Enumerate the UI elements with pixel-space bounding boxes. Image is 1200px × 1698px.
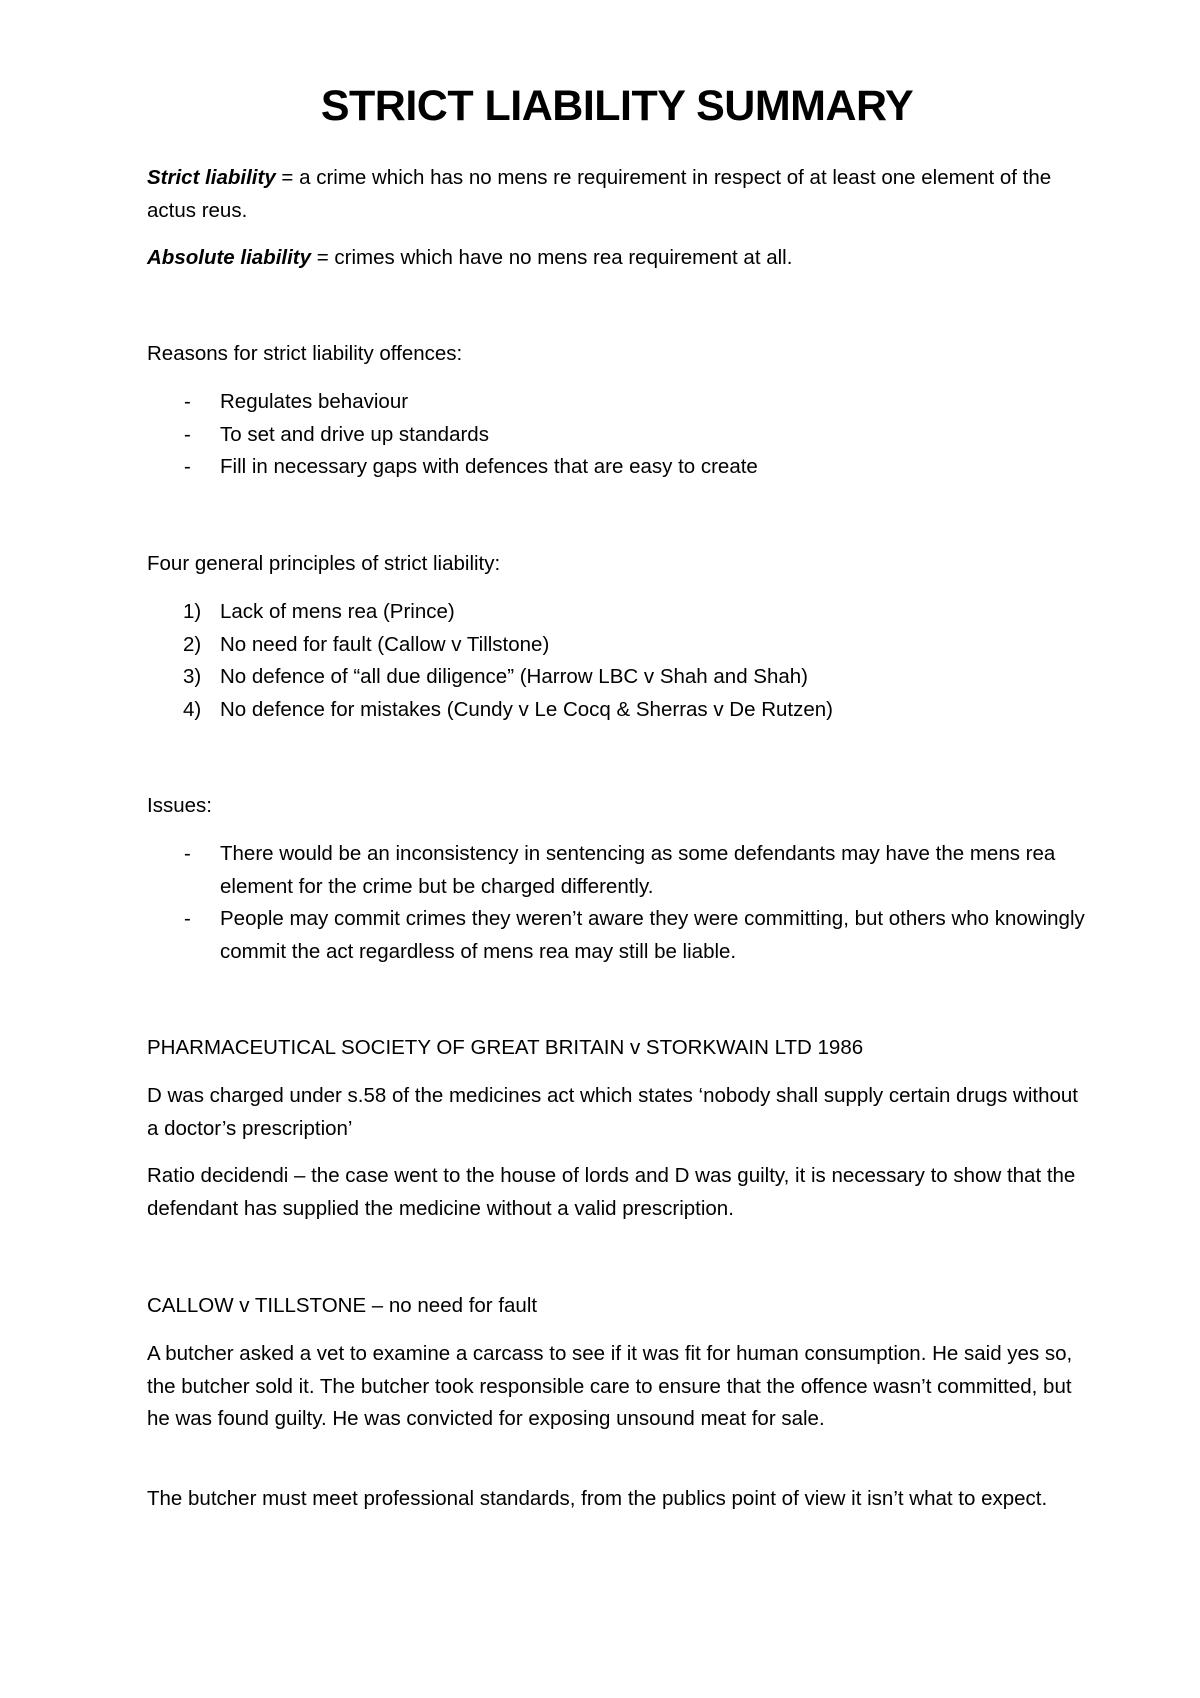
case2-paragraph-1: A butcher asked a vet to examine a carcass to see if it was fit for human consumption. He said yes so, the butcher sold it. The butcher took responsible care to ensure that the offence wasn’t committed, but he was found guilty. He was convicted for exposing unsound meat for sale.	[147, 1342, 1073, 1430]
principles-list	[147, 596, 1087, 726]
issues-heading: Issues:	[147, 794, 212, 817]
list-item	[147, 694, 1087, 727]
list-item	[147, 386, 1087, 419]
dash-marker: -	[184, 842, 191, 865]
case2-heading: CALLOW v TILLSTONE – no need for fault	[147, 1294, 538, 1317]
list-item-text: Lack of mens rea (Prince)	[220, 600, 455, 623]
absolute-liability-term: Absolute liability	[147, 246, 312, 269]
dash-marker: -	[184, 455, 191, 478]
number-marker: 2)	[183, 632, 202, 656]
list-item	[147, 596, 1087, 629]
list-item	[147, 419, 1087, 452]
number-marker: 1)	[183, 600, 202, 623]
list-item-text: Regulates behaviour	[220, 390, 409, 413]
reasons-heading: Reasons for strict liability offences:	[147, 342, 463, 365]
principles-heading: Four general principles of strict liability:	[147, 552, 501, 575]
list-item	[147, 903, 1087, 968]
list-item-text: There would be an inconsistency in sentencing as some defendants may have the mens rea element for the crime but be charged differently.	[220, 842, 1056, 898]
list-item-text: Fill in necessary gaps with defences that are easy to create	[220, 455, 758, 478]
dash-marker: -	[184, 422, 191, 446]
strict-liability-term: Strict liability	[147, 166, 276, 189]
dash-marker: -	[184, 907, 191, 930]
absolute-liability-text: = crimes which have no mens rea requirement at all.	[311, 246, 793, 269]
list-item-text: No need for fault (Callow v Tillstone)	[220, 632, 550, 656]
number-marker: 3)	[183, 665, 202, 688]
list-item	[147, 629, 1087, 662]
issues-list	[147, 838, 1087, 968]
case2-paragraph-2: The butcher must meet professional standards, from the publics point of view it isn’t what to expect.	[147, 1487, 1048, 1510]
dash-marker: -	[184, 390, 191, 413]
case1-heading: PHARMACEUTICAL SOCIETY OF GREAT BRITAIN v STORKWAIN LTD 1986	[147, 1036, 864, 1059]
list-item	[147, 838, 1087, 903]
list-item-text: To set and drive up standards	[220, 422, 489, 446]
case1-paragraph-2: Ratio decidendi – the case went to the house of lords and D was guilty, it is necessary to show that the defendant has supplied the medicine without a valid prescription.	[147, 1164, 1076, 1220]
list-item-text: People may commit crimes they weren’t aware they were committing, but others who knowingly commit the act regardless of mens rea may still be liable.	[220, 907, 1085, 963]
reasons-list	[147, 386, 1087, 484]
strict-liability-text: = a crime which has no mens re requirement in respect of at least one element of the actus reus.	[147, 166, 1052, 222]
strict-liability-definition	[147, 162, 1087, 227]
absolute-liability-definition	[147, 242, 1087, 275]
case1-paragraph-1: D was charged under s.58 of the medicines act which states ‘nobody shall supply certain drugs without a doctor’s prescription’	[147, 1084, 1078, 1140]
list-item-text: No defence for mistakes (Cundy v Le Cocq & Sherras v De Rutzen)	[220, 697, 833, 721]
list-item-text: No defence of “all due diligence” (Harrow LBC v Shah and Shah)	[220, 665, 808, 688]
page-title: STRICT LIABILITY SUMMARY	[320, 82, 914, 130]
number-marker: 4)	[183, 697, 202, 721]
list-item	[147, 451, 1087, 484]
list-item	[147, 661, 1087, 694]
